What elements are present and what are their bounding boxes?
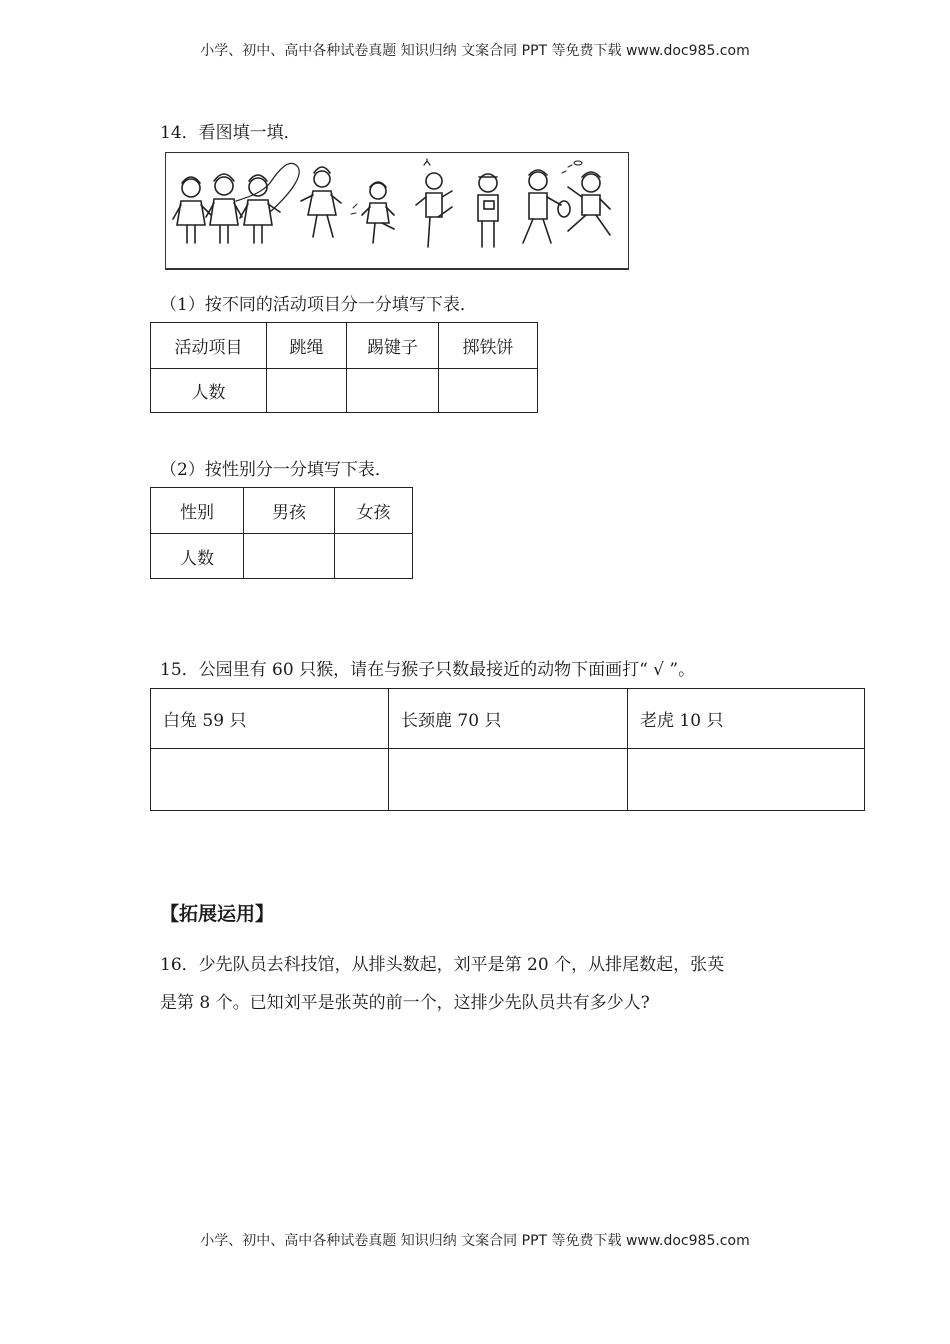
- table-cell: 掷铁饼: [439, 323, 538, 369]
- gender-table: [150, 487, 413, 579]
- q16-line1: 16．少先队员去科技馆，从排头数起，刘平是第 20 个，从排尾数起，张英: [160, 955, 725, 975]
- table-cell: 男孩: [244, 488, 335, 534]
- table-cell: 性别: [151, 488, 244, 534]
- table-row: [151, 323, 538, 369]
- checkmark-cell[interactable]: [628, 749, 865, 811]
- page-footer: 小学、初中、高中各种试卷真题 知识归纳 文案合同 PPT 等免费下载 www.doc985.com: [200, 1233, 750, 1249]
- table-cell: 活动项目: [151, 323, 267, 369]
- table-cell: 人数: [151, 369, 267, 413]
- page-header: 小学、初中、高中各种试卷真题 知识归纳 文案合同 PPT 等免费下载 www.doc985.com: [200, 43, 750, 59]
- table-cell: 老虎 10 只: [628, 689, 865, 749]
- q14-part2: （2）按性别分一分填写下表．: [160, 460, 392, 480]
- checkmark-cell[interactable]: [389, 749, 628, 811]
- answer-cell[interactable]: [335, 534, 413, 579]
- table-cell: 白兔 59 只: [151, 689, 389, 749]
- table-row: [151, 534, 413, 579]
- table-cell: 人数: [151, 534, 244, 579]
- section-heading: 【拓展运用】: [160, 903, 275, 925]
- children-figures-drawing: [166, 153, 628, 268]
- q16-line2: 是第 8 个。已知刘平是张英的前一个，这排少先队员共有多少人?: [160, 993, 650, 1013]
- q15-title: 15．公园里有 60 只猴，请在与猴子只数最接近的动物下面画打“ √ ”。: [160, 660, 696, 680]
- children-activities-illustration: [165, 152, 629, 270]
- answer-cell[interactable]: [347, 369, 439, 413]
- answer-cell[interactable]: [244, 534, 335, 579]
- animal-table: [150, 688, 865, 811]
- table-row: [151, 488, 413, 534]
- table-cell: 长颈鹿 70 只: [389, 689, 628, 749]
- table-cell: 踢键子: [347, 323, 439, 369]
- answer-cell[interactable]: [439, 369, 538, 413]
- checkmark-cell[interactable]: [151, 749, 389, 811]
- table-row: [151, 689, 865, 749]
- table-row: [151, 369, 538, 413]
- q14-part1: （1）按不同的活动项目分一分填写下表．: [160, 295, 477, 315]
- activity-table: [150, 322, 538, 413]
- table-cell: 跳绳: [267, 323, 347, 369]
- q14-title: 14．看图填一填．: [160, 123, 301, 143]
- table-row: [151, 749, 865, 811]
- answer-cell[interactable]: [267, 369, 347, 413]
- table-cell: 女孩: [335, 488, 413, 534]
